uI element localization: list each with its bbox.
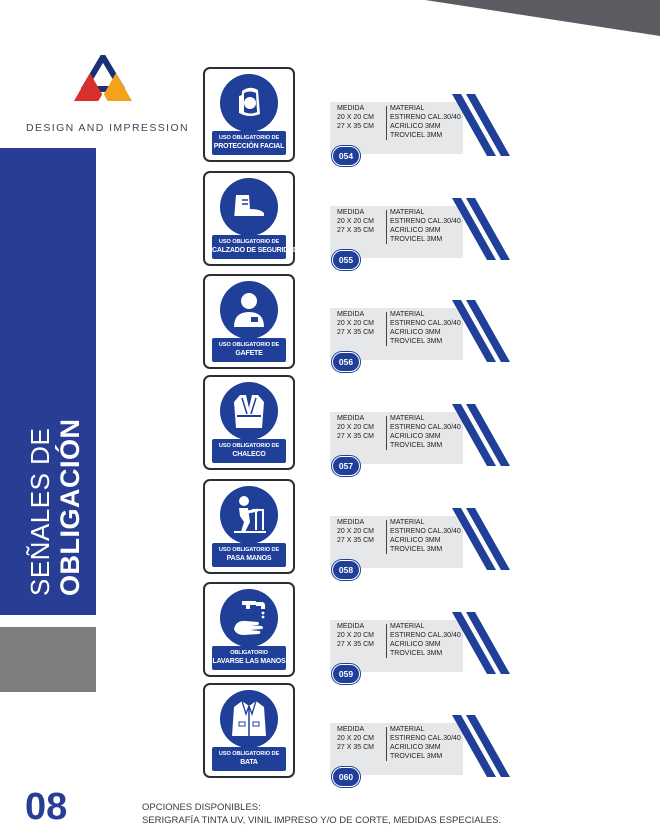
spec-panel	[330, 198, 510, 278]
spec-divider	[386, 106, 387, 140]
spec-size-column	[337, 104, 374, 131]
spec-panel	[330, 715, 510, 795]
options-text: SERIGRAFÍA TINTA UV, VINIL IMPRESO Y/O DE CORTE, MEDIDAS ESPECIALES.	[142, 815, 502, 826]
sign-banner	[212, 543, 286, 567]
spec-value: ESTIRENO CAL.30/40	[390, 320, 461, 327]
spec-divider	[386, 210, 387, 244]
sign-card	[203, 375, 295, 470]
sign-banner	[212, 338, 286, 362]
spec-value: ESTIRENO CAL.30/40	[390, 114, 461, 121]
sign-caption-line1: USO OBLIGATORIO DE	[218, 547, 280, 553]
product-code-badge: 057	[332, 456, 360, 476]
spec-size-column	[337, 208, 374, 235]
sign-caption-line1: USO OBLIGATORIO DE	[218, 443, 280, 449]
sign-caption-line1: OBLIGATORIO	[230, 650, 268, 656]
spec-size-column	[337, 310, 374, 337]
spec-material-column	[390, 104, 461, 140]
spec-label: MATERIAL	[390, 415, 425, 422]
sign-card	[203, 683, 295, 778]
spec-value: TROVICEL 3MM	[390, 753, 443, 760]
sign-circle	[220, 74, 278, 132]
face-shield-icon	[220, 74, 278, 132]
spec-label: MEDIDA	[337, 209, 365, 216]
spec-panel	[330, 404, 510, 484]
spec-value: 27 X 35 CM	[337, 329, 374, 336]
spec-value: 20 X 20 CM	[337, 528, 374, 535]
top-corner-wedge	[425, 0, 660, 36]
sign-circle	[220, 690, 278, 748]
spec-label: MATERIAL	[390, 726, 425, 733]
lab-coat-icon	[220, 690, 278, 748]
product-code-badge: 054	[332, 146, 360, 166]
spec-divider	[386, 312, 387, 346]
brand-name: DESIGN AND IMPRESSION	[26, 122, 190, 134]
spec-label: MEDIDA	[337, 726, 365, 733]
spec-panel	[330, 94, 510, 174]
spec-size-column	[337, 725, 374, 752]
sign-caption-line2: LAVARSE LAS MANOS	[212, 658, 286, 665]
sign-banner	[212, 131, 286, 155]
spec-label: MATERIAL	[390, 209, 425, 216]
sign-caption-line2: PROTECCIÓN FACIAL	[213, 143, 285, 150]
spec-value: ESTIRENO CAL.30/40	[390, 218, 461, 225]
spec-value: 27 X 35 CM	[337, 744, 374, 751]
spec-size-column	[337, 622, 374, 649]
spec-value: ESTIRENO CAL.30/40	[390, 735, 461, 742]
sign-circle	[220, 589, 278, 647]
sign-caption-line2: CHALECO	[232, 451, 266, 458]
sign-card	[203, 274, 295, 369]
spec-value: ACRILICO 3MM	[390, 744, 441, 751]
spec-label: MEDIDA	[337, 519, 365, 526]
section-title	[27, 419, 84, 597]
spec-value: ACRILICO 3MM	[390, 433, 441, 440]
spec-material-column	[390, 622, 461, 658]
spec-value: 27 X 35 CM	[337, 433, 374, 440]
spec-value: 20 X 20 CM	[337, 424, 374, 431]
options-note	[142, 801, 501, 827]
spec-label: MEDIDA	[337, 623, 365, 630]
spec-label: MEDIDA	[337, 311, 365, 318]
sign-caption-line2: PASA MANOS	[226, 555, 272, 562]
spec-value: TROVICEL 3MM	[390, 650, 443, 657]
hand-wash-icon	[220, 589, 278, 647]
spec-value: 20 X 20 CM	[337, 218, 374, 225]
brand-logo	[70, 55, 136, 111]
sign-banner	[212, 235, 298, 259]
spec-value: ESTIRENO CAL.30/40	[390, 424, 461, 431]
section-grey-block	[0, 627, 96, 692]
spec-value: TROVICEL 3MM	[390, 132, 443, 139]
sign-card	[203, 582, 295, 677]
sign-circle	[220, 486, 278, 544]
sign-circle	[220, 281, 278, 339]
spec-value: TROVICEL 3MM	[390, 442, 443, 449]
spec-value: ACRILICO 3MM	[390, 537, 441, 544]
sign-circle	[220, 382, 278, 440]
page-number: 08	[25, 786, 68, 828]
spec-value: 27 X 35 CM	[337, 227, 374, 234]
sign-banner	[212, 646, 286, 670]
sign-card	[203, 171, 298, 266]
spec-size-column	[337, 518, 374, 545]
spec-label: MEDIDA	[337, 415, 365, 422]
spec-value: TROVICEL 3MM	[390, 338, 443, 345]
spec-value: 20 X 20 CM	[337, 320, 374, 327]
spec-divider	[386, 727, 387, 761]
spec-value: ACRILICO 3MM	[390, 329, 441, 336]
spec-value: TROVICEL 3MM	[390, 236, 443, 243]
badge-person-icon	[220, 281, 278, 339]
sign-caption-line1: USO OBLIGATORIO DE	[218, 135, 280, 141]
sign-caption-line1: USO OBLIGATORIO DE	[218, 239, 280, 245]
section-title-line2: OBLIGACIÓN	[55, 418, 85, 596]
spec-material-column	[390, 414, 461, 450]
spec-value: ACRILICO 3MM	[390, 641, 441, 648]
spec-panel	[330, 508, 510, 588]
spec-value: 27 X 35 CM	[337, 537, 374, 544]
spec-label: MATERIAL	[390, 311, 425, 318]
spec-value: 20 X 20 CM	[337, 735, 374, 742]
sign-banner	[212, 747, 286, 771]
safety-vest-icon	[220, 382, 278, 440]
spec-value: ACRILICO 3MM	[390, 227, 441, 234]
product-code-badge: 060	[332, 767, 360, 787]
section-title-line1: SEÑALES DE	[25, 427, 55, 596]
product-code-badge: 056	[332, 352, 360, 372]
spec-value: ESTIRENO CAL.30/40	[390, 528, 461, 535]
spec-divider	[386, 416, 387, 450]
spec-label: MATERIAL	[390, 105, 425, 112]
spec-label: MATERIAL	[390, 623, 425, 630]
safety-boot-icon	[220, 178, 278, 236]
sign-caption-line1: USO OBLIGATORIO DE	[218, 751, 280, 757]
product-code-badge: 055	[332, 250, 360, 270]
spec-value: 27 X 35 CM	[337, 641, 374, 648]
spec-divider	[386, 520, 387, 554]
product-code-badge: 059	[332, 664, 360, 684]
sign-card	[203, 67, 295, 162]
spec-label: MATERIAL	[390, 519, 425, 526]
spec-material-column	[390, 310, 461, 346]
spec-value: 20 X 20 CM	[337, 114, 374, 121]
spec-material-column	[390, 208, 461, 244]
spec-value: ESTIRENO CAL.30/40	[390, 632, 461, 639]
sign-caption-line2: GAFETE	[235, 350, 263, 357]
sign-circle	[220, 178, 278, 236]
spec-label: MEDIDA	[337, 105, 365, 112]
sign-caption-line1: USO OBLIGATORIO DE	[218, 342, 280, 348]
product-code-badge: 058	[332, 560, 360, 580]
spec-divider	[386, 624, 387, 658]
sign-card	[203, 479, 295, 574]
handrail-icon	[220, 486, 278, 544]
spec-panel	[330, 612, 510, 692]
spec-size-column	[337, 414, 374, 441]
sign-caption-line2: BATA	[240, 759, 258, 766]
sign-banner	[212, 439, 286, 463]
spec-value: 27 X 35 CM	[337, 123, 374, 130]
sign-caption-line2: CALZADO DE SEGURIDAD	[212, 247, 298, 254]
spec-panel	[330, 300, 510, 380]
spec-value: TROVICEL 3MM	[390, 546, 443, 553]
options-title: OPCIONES DISPONIBLES:	[142, 802, 261, 813]
spec-material-column	[390, 518, 461, 554]
spec-value: ACRILICO 3MM	[390, 123, 441, 130]
spec-value: 20 X 20 CM	[337, 632, 374, 639]
spec-material-column	[390, 725, 461, 761]
